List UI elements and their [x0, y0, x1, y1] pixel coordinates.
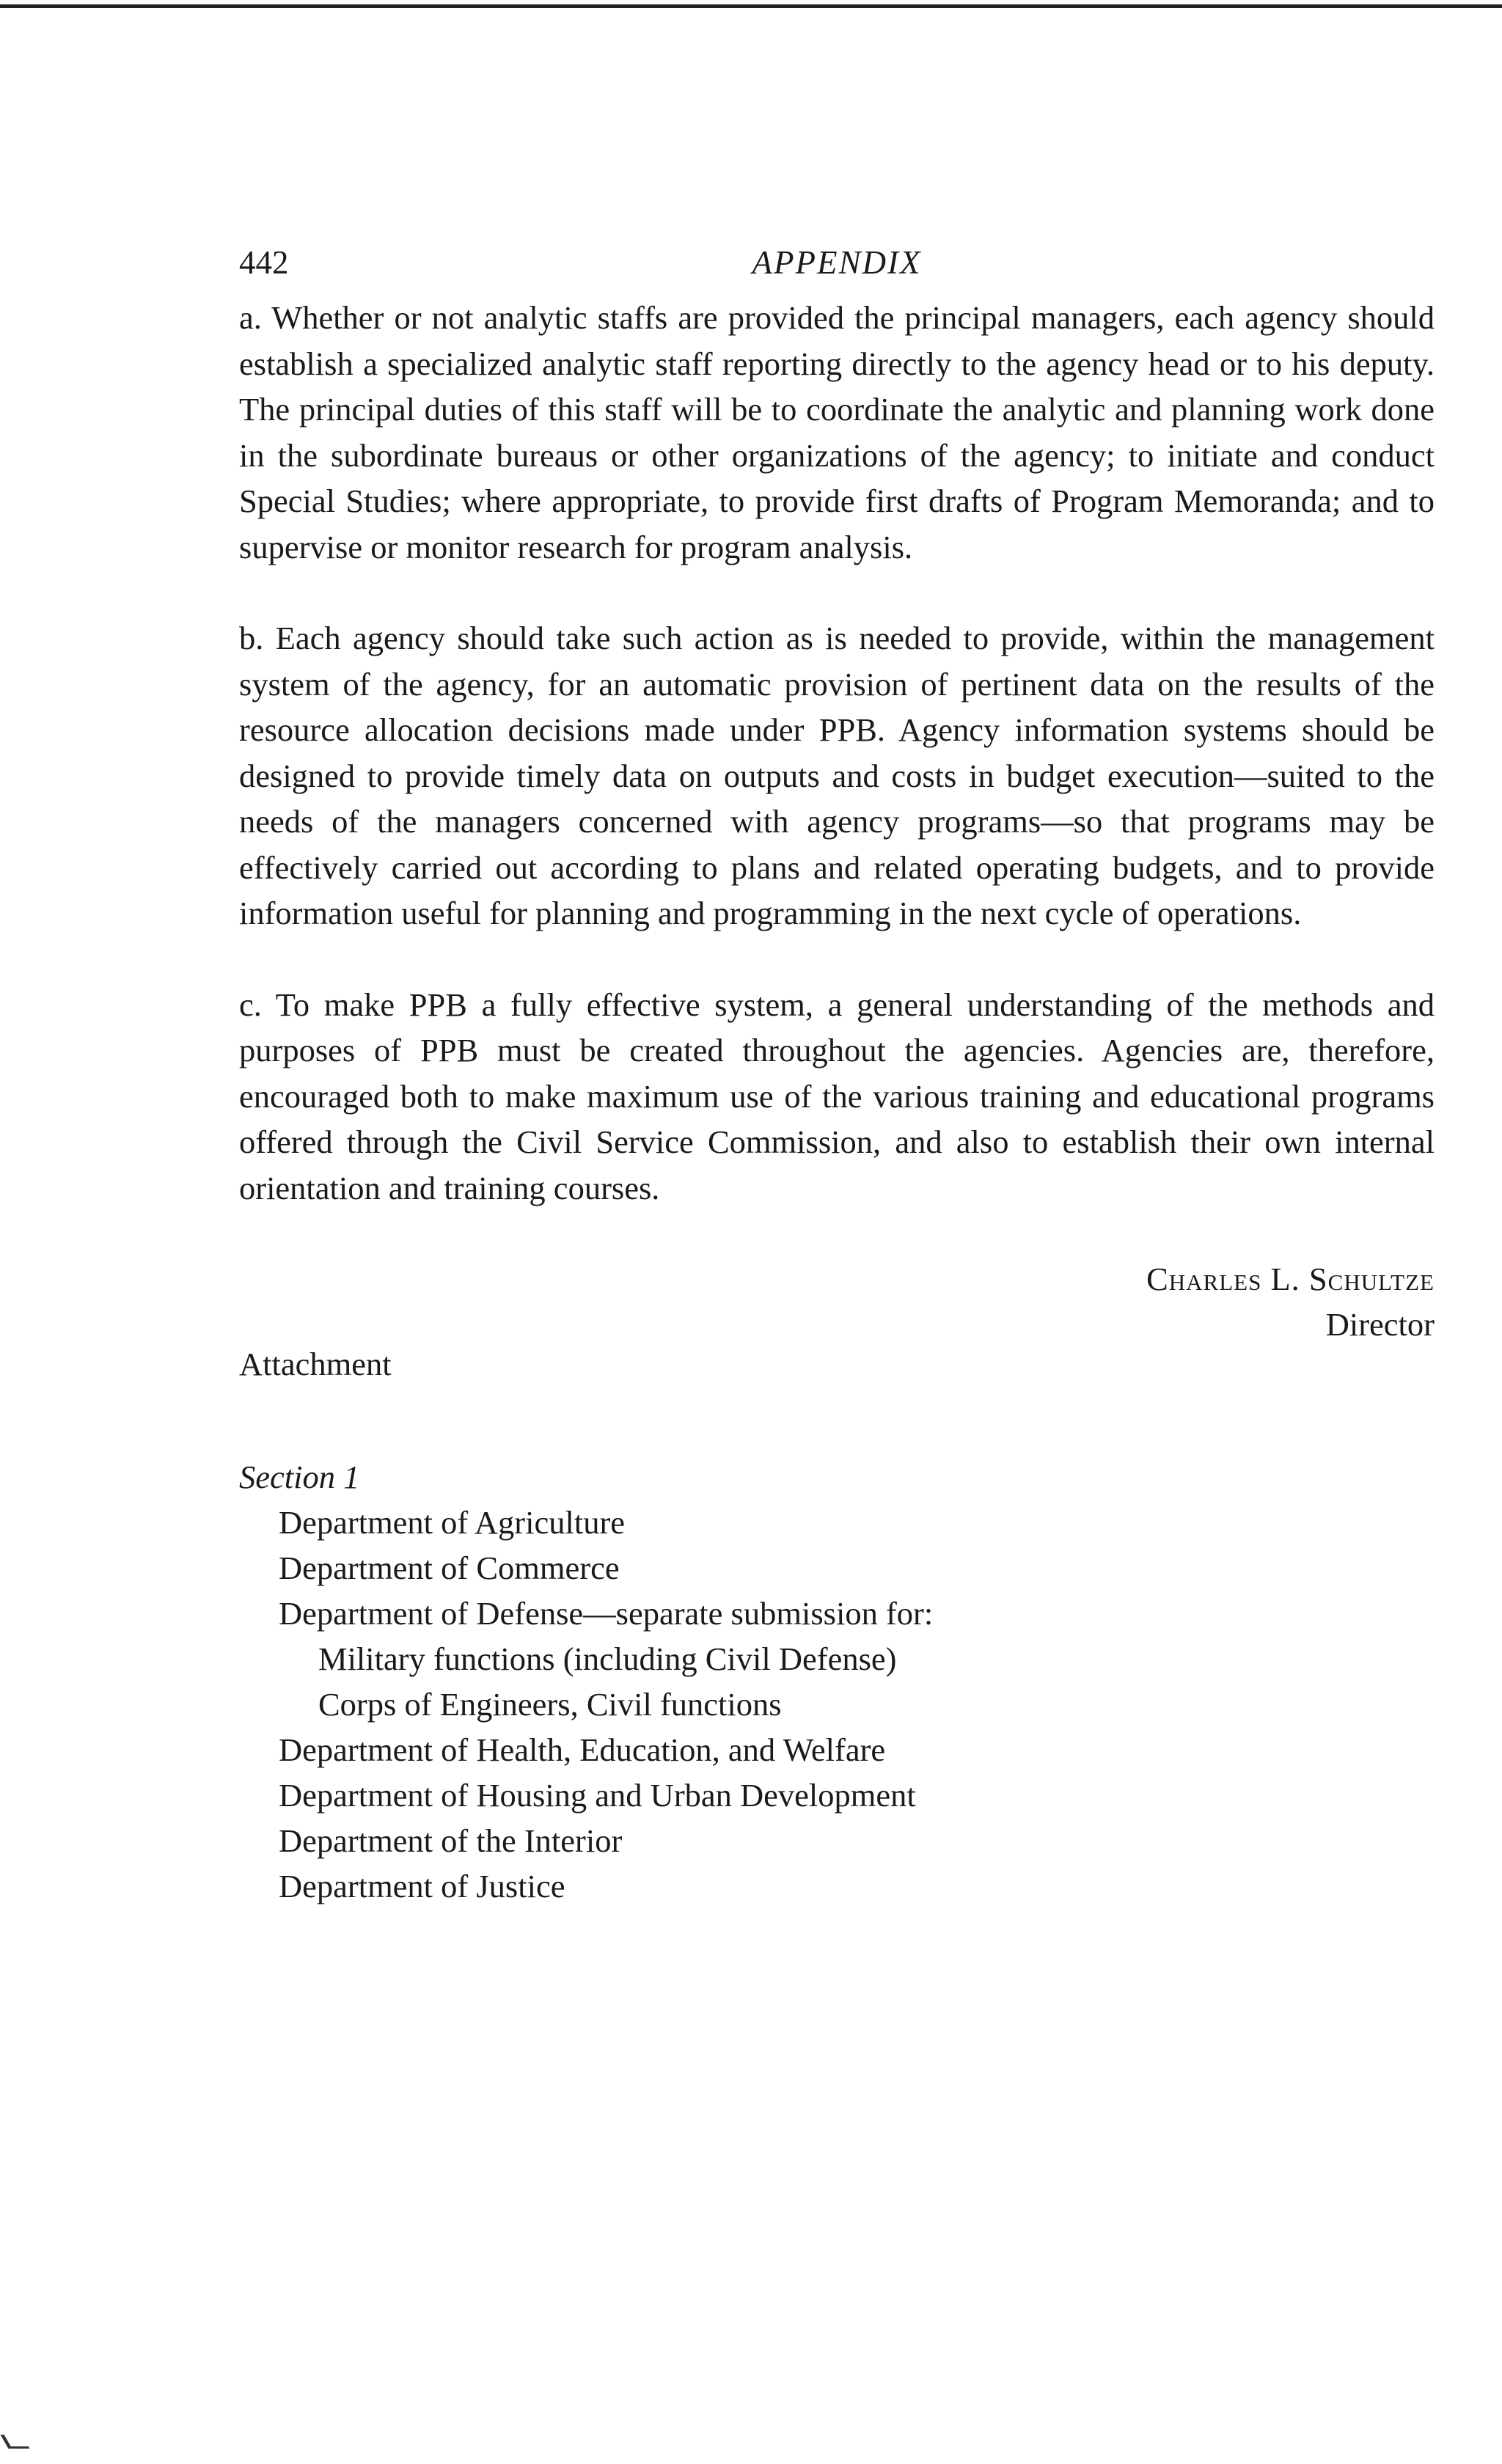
paragraph-c: c. To make PPB a fully effective system, a general understanding of the methods and purposes of PPB must be created throughout the agencies. Agencies are, therefore, encouraged both to make maximum use of the various training and educational programs offered through the Civil Service Commission, and also to establish their own internal orientation and training courses. [239, 986, 1435, 1206]
running-title: APPENDIX [752, 244, 922, 281]
document-page [239, 243, 1435, 1909]
list-item: Department of Health, Education, and Welfare [279, 1731, 886, 1768]
paragraph-b: b. Each agency should take such action as is needed to provide, within the management system of the agency, for an automatic provision of pertinent data on the results of the resource allocation decisions made under PPB. Agency information systems should be designed to provide timely data on outputs and costs in budget execution—suited to the needs of the managers concerned with agency programs—so that programs may be effectively carried out according to plans and related operating budgets, and to provide information useful for planning and programming in the next cycle of operations. [239, 620, 1435, 931]
list-item: Department of Agriculture [279, 1504, 626, 1541]
list-item: Department of Housing and Urban Development [279, 1777, 916, 1814]
page-number: 442 [239, 244, 289, 281]
section-label: Section 1 [239, 1459, 360, 1495]
signature-title: Director [1325, 1306, 1435, 1343]
attachment-label: Attachment [239, 1346, 392, 1382]
top-border-rule [0, 4, 1502, 8]
list-item: Department of Defense—separate submission for: [279, 1595, 934, 1632]
list-item: Corps of Engineers, Civil functions [318, 1686, 782, 1723]
list-item: Military functions (including Civil Defense) [318, 1640, 897, 1677]
department-list [239, 1500, 1435, 1909]
signature-block [239, 1256, 1435, 1347]
signature-name: Charles L. Schultze [1146, 1261, 1435, 1297]
list-item: Department of the Interior [279, 1822, 623, 1859]
scan-corner-mark [1, 2435, 30, 2449]
list-item: Department of Commerce [279, 1550, 620, 1586]
paragraph-a: a. Whether or not analytic staffs are provided the principal managers, each agency should establish a specialized analytic staff reporting directly to the agency head or to his deputy. The principal duties of this staff will be to coordinate the analytic and planning work done in the subordinate bureaus or other organizations of the agency; to initiate and conduct Special Studies; where appropriate, to provide first drafts of Program Memoranda; and to supervise or monitor research for program analysis. [239, 299, 1435, 565]
body-text [239, 295, 1435, 1211]
running-header [239, 243, 1435, 295]
list-item: Department of Justice [279, 1868, 565, 1904]
